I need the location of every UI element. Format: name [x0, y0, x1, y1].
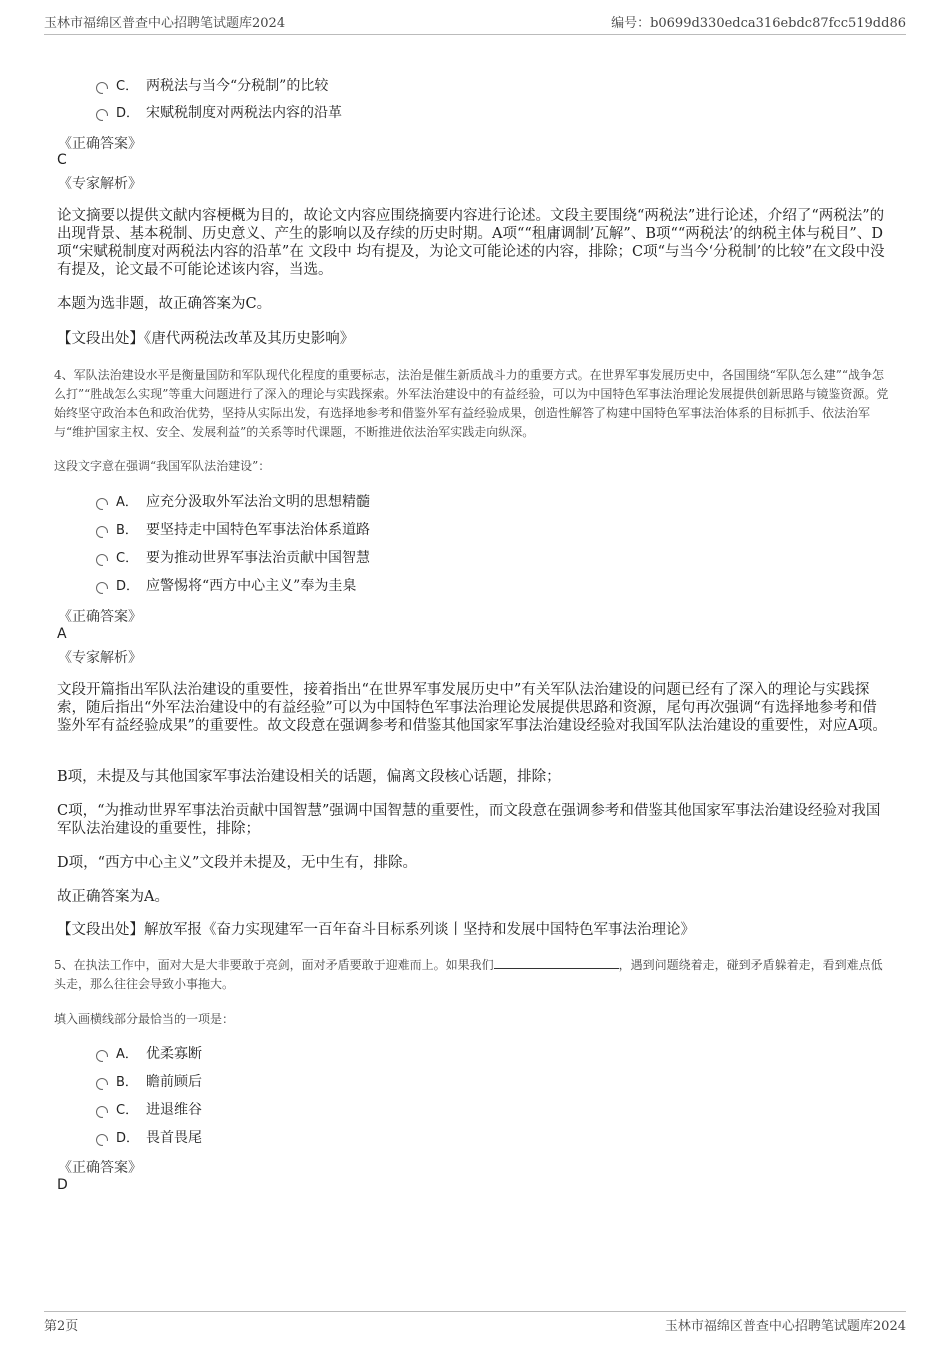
q4-option-c[interactable]: C． 要为推动世界军事法治贡献中国智慧	[96, 548, 370, 568]
q5-answer: D	[57, 1177, 68, 1193]
q3-option-c[interactable]: C． 两税法与当今“分税制”的比较	[96, 76, 328, 96]
header-title: 玉林市福绵区普查中心招聘笔试题库2024	[44, 16, 286, 31]
q5-option-b[interactable]: B． 瞻前顾后	[96, 1072, 202, 1092]
q5-stem: 5、在执法工作中，面对大是大非要敢于亮剑，面对矛盾要敢于迎难而上。如果我们 ，遇到问题绕着走，碰到矛盾躲着走，看到难点低头走，那么往往会导致小事拖大。	[54, 958, 883, 991]
q5-question: 填入画横线部分最恰当的一项是：	[54, 1012, 235, 1026]
radio-icon[interactable]	[96, 1078, 108, 1090]
q5-option-a[interactable]: A． 优柔寡断	[96, 1044, 202, 1064]
page-footer	[44, 1311, 906, 1336]
page-header	[44, 12, 906, 35]
q4-option-b-analysis: B项，未提及与其他国家军事法治建设相关的话题，偏离文段核心话题，排除；	[57, 769, 561, 785]
q4-stem: 4、军队法治建设水平是衡量国防和军队现代化程度的重要标志，法治是催生新质战斗力的重要方式。在世界军事发展历史中，各国围绕“军队怎么建”“战争怎么打”“胜战怎么实现”等重大问题进行了深入的理论与实践探索。外军法治建设中的有益经验，可以为中国特色军事法治理论发展提供创新思路与镜鉴资源。党始终坚守政治本色和政治优势，坚持从实际出发，有选择地参考和借鉴外军有益经验成果，创造性解答了构建中国特色军事法治体系的目标抓手、依法治军与“维护国家主权、安全、发展利益”的关系等时代课题，不断推进依法治军实践走向纵深。	[54, 368, 889, 439]
radio-icon[interactable]	[96, 1134, 108, 1146]
q3-analysis: 论文摘要以提供文献内容梗概为目的，故论文内容应围绕摘要内容进行论述。文段主要围绕“两税法”进行论述，介绍了“两税法”的出现背景、基本税制、历史意义、产生的影响以及存续的历史时期。A项““租庸调制’瓦解”、B项““两税法’的纳税主体与税目”、D项“宋赋税制度对两税法内容的沿革”在 文段中 均有提及，为论文可能论述的内容，排除；C项“与当今‘分税制’的比较”在文段中没有提及，论文最不可能论述该内容，当选。	[57, 208, 885, 278]
q4-option-d[interactable]: D． 应警惕将“西方中心主义”奉为圭臬	[96, 576, 356, 596]
q4-source: 【文段出处】解放军报《奋力实现建军一百年奋斗目标系列谈丨坚持和发展中国特色军事法治理论》	[57, 922, 695, 938]
radio-icon[interactable]	[96, 554, 108, 566]
q4-analysis-label: 《专家解析》	[58, 650, 142, 666]
radio-icon[interactable]	[96, 526, 108, 538]
radio-icon[interactable]	[96, 1106, 108, 1118]
q5-option-c[interactable]: C． 进退维谷	[96, 1100, 202, 1120]
q4-option-d-analysis: D项，“西方中心主义”文段并未提及，无中生有，排除。	[57, 855, 417, 871]
radio-icon[interactable]	[96, 582, 108, 594]
q4-conclusion: 故正确答案为A。	[57, 889, 169, 905]
q5-answer-label: 《正确答案》	[58, 1160, 142, 1176]
q5-option-d[interactable]: D． 畏首畏尾	[96, 1128, 202, 1148]
radio-icon[interactable]	[96, 82, 108, 94]
q3-answer: C	[57, 152, 67, 168]
page-number: 第2页	[44, 1319, 79, 1334]
q3-analysis-label: 《专家解析》	[58, 176, 142, 192]
q3-conclusion: 本题为选非题，故正确答案为C。	[57, 296, 272, 312]
footer-title: 玉林市福绵区普查中心招聘笔试题库2024	[664, 1319, 906, 1334]
radio-icon[interactable]	[96, 109, 108, 121]
q3-answer-label: 《正确答案》	[58, 136, 142, 152]
q4-question: 这段文字意在强调“我国军队法治建设”：	[54, 459, 271, 473]
radio-icon[interactable]	[96, 1050, 108, 1062]
q3-source: 【文段出处】《唐代两税法改革及其历史影响》	[57, 331, 355, 347]
q4-option-a[interactable]: A． 应充分汲取外军法治文明的思想精髓	[96, 492, 370, 512]
fill-blank	[494, 956, 619, 969]
q4-option-b[interactable]: B． 要坚持走中国特色军事法治体系道路	[96, 520, 370, 540]
q4-analysis: 文段开篇指出军队法治建设的重要性，接着指出“在世界军事发展历史中”有关军队法治建设的问题已经有了深入的理论与实践探索，随后指出“外军法治建设中的有益经验”可以为中国特色军事法治理论发展提供思路和资源，尾句再次强调“有选择地参考和借鉴外军有益经验成果”的重要性。故文段意在强调参考和借鉴其他国家军事法治建设经验对我国军队法治建设的重要性，对应A项。	[57, 682, 887, 734]
q4-option-c-analysis: C项，“为推动世界军事法治贡献中国智慧”强调中国智慧的重要性，而文段意在强调参考和借鉴其他国家军事法治建设经验对我国军队法治建设的重要性，排除；	[57, 803, 881, 837]
q3-option-d[interactable]: D． 宋赋税制度对两税法内容的沿革	[96, 103, 342, 123]
header-code: 编号：b0699d330edca316ebdc87fcc519dd86	[611, 16, 906, 31]
q4-answer: A	[57, 626, 67, 642]
q4-answer-label: 《正确答案》	[58, 609, 142, 625]
radio-icon[interactable]	[96, 498, 108, 510]
